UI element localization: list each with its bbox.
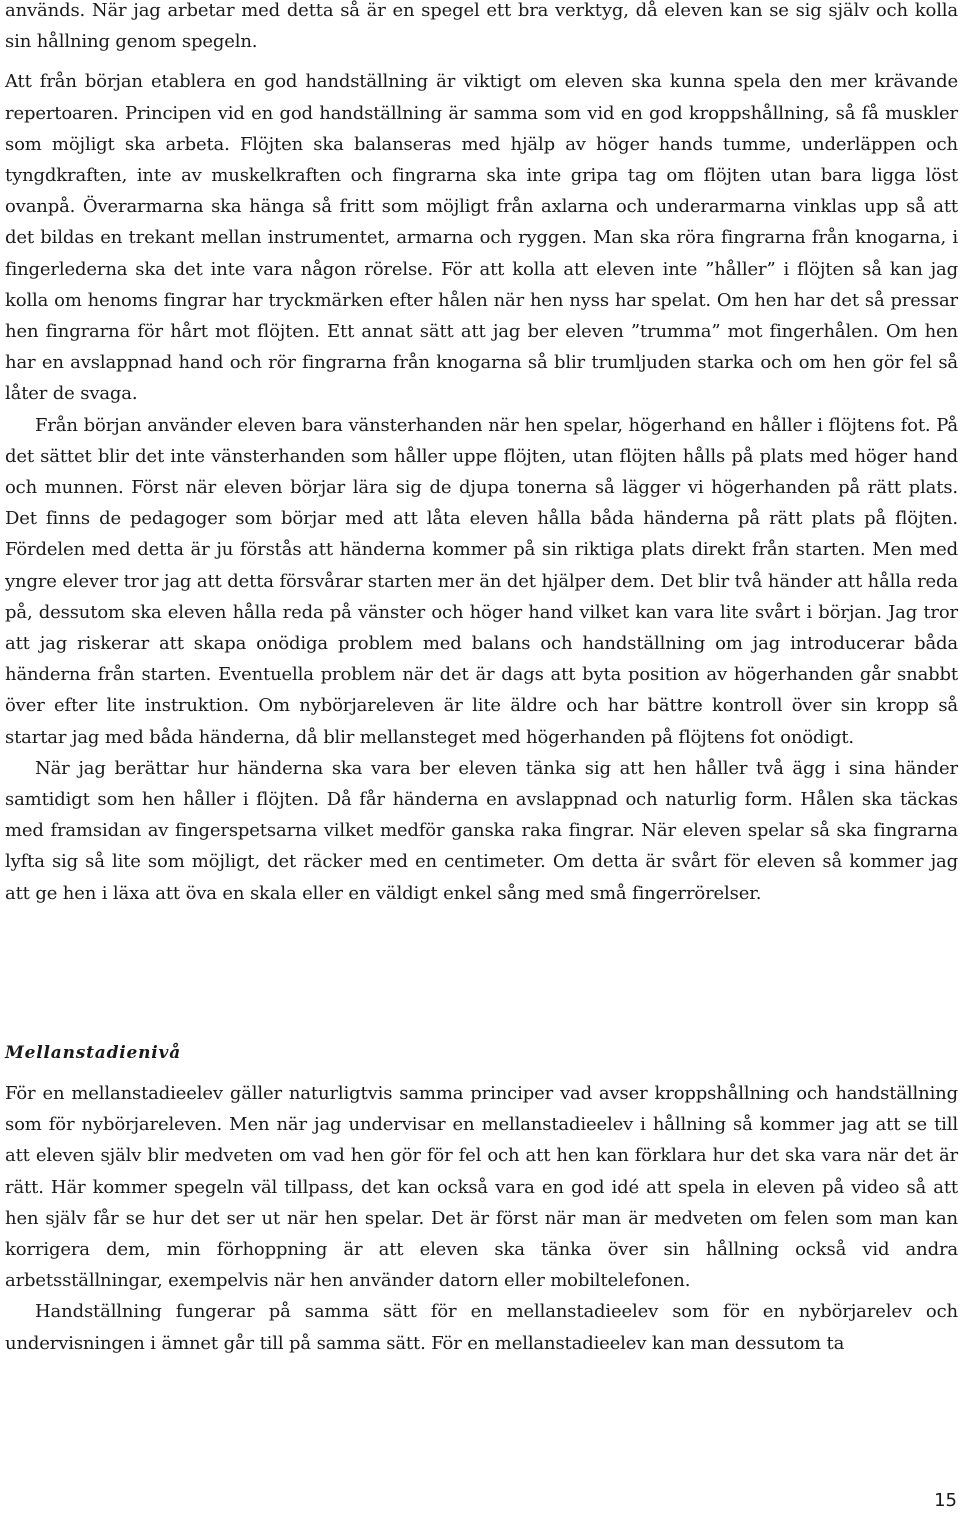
paragraph-handstallning-mellanstadie: Handställning fungerar på samma sätt för en mellanstadieelev som för en nybörjarelev och undervisningen i ämnet går till på samma sätt. För en mellanstadieelev kan man dessutom ta [5,1301,958,1354]
paragraph-continuation: används. När jag arbetar med detta så är en spegel ett bra verktyg, då eleven kan se sig själv och kolla sin hållning genom spegeln. [5,0,958,53]
body-text-upper [5,0,958,909]
paragraph-mellanstadieelev: För en mellanstadieelev gäller naturligtvis samma principer vad avser kroppshållning och handställning som för nybörjareleven. Men när jag undervisar en mellanstadieelev i hållning så kommer jag att se till att eleven själv blir medveten om vad hen gör för fel och att hen kan förklara hur det ska vara när det är rätt. Här kommer spegeln väl tillpass, det kan också vara en god idé att spela in eleven på video så att hen själv får se hur det ser ut när hen spelar. Det är först när man är medveten om felen som man kan korrigera dem, min förhoppning är att eleven ska tänka över sin hållning också vid andra arbetsställningar, exempelvis när hen använder datorn eller mobiltelefonen. [5,1083,958,1292]
paragraph-agg-i-handerna: När jag berättar hur händerna ska vara ber eleven tänka sig att hen håller två ägg i sina händer samtidigt som hen håller i flöjten. Då får händerna en avslappnad och naturlig form. Hålen ska täckas med framsidan av fingerspetsarna vilket medför ganska raka fingrar. När eleven spelar så ska fingrarna lyfta sig så lite som möjligt, det räcker med en centimeter. Om detta är svårt för eleven så kommer jag att ge hen i läxa att öva en skala eller en väldigt enkel sång med små fingerrörelser. [5,757,958,904]
paragraph-handstallning: Att från början etablera en god handställning är viktigt om eleven ska kunna spela den mer krävande repertoaren. Principen vid en god handställning är samma som vid en god kroppshållning, så få muskler som möjligt ska arbeta. Flöjten ska balanseras med hjälp av höger hands tumme, underläppen och tyngdkraften, inte av muskelkraften och fingrarna ska inte gripa tag om flöjten utan bara ligga löst ovanpå. Överarmarna ska hänga så fritt som möjligt från axlarna och underarmarna vinklas upp så att det bildas en trekant mellan instrumentet, armarna och ryggen. Man ska röra fingrarna från knogarna, i fingerlederna ska det inte vara någon rörelse. För att kolla att eleven inte ”håller” i flöjten så kan jag kolla om henoms fingrar har tryckmärken efter hålen när hen nyss har spelat. Om hen har det så pressar hen fingrarna för hårt mot flöjten. Ett annat sätt att jag ber eleven ”trumma” mot fingerhålen. Om hen har en avslappnad hand och rör fingrarna från knogarna så blir trumljuden starka och om hen gör fel så låter de svaga. [5,71,958,405]
paragraph-vansterhand: Från början använder eleven bara vänsterhanden när hen spelar, högerhand en håller i flöjtens fot. På det sättet blir det inte vänsterhanden som håller uppe flöjten, utan flöjten hålls på plats med höger hand och munnen. Först när eleven börjar lära sig de djupa tonerna så lägger vi högerhanden på rätt plats. Det finns de pedagoger som börjar med att låta eleven hålla båda händerna på rätt plats på flöjten. Fördelen med detta är ju förstås att händerna kommer på sin riktiga plats direkt från starten. Men med yngre elever tror jag att detta försvårar starten mer än det hjälper dem. Det blir två händer att hålla reda på, dessutom ska eleven hålla reda på vänster och höger hand vilket kan vara lite svårt i början. Jag tror att jag riskerar att skapa onödiga problem med balans och handställning om jag introducerar båda händerna från starten. Eventuella problem när det är dags att byta position av högerhanden går snabbt över efter lite instruktion. Om nybörjareleven är lite äldre och har bättre kontroll över sin kropp så startar jag med båda händerna, då blir mellansteget med högerhanden på flöjtens fot onödigt. [5,414,958,748]
body-text-lower [5,1078,958,1359]
page-number: 15 [934,1490,957,1511]
section-heading: Mellanstadienivå [5,1043,182,1063]
